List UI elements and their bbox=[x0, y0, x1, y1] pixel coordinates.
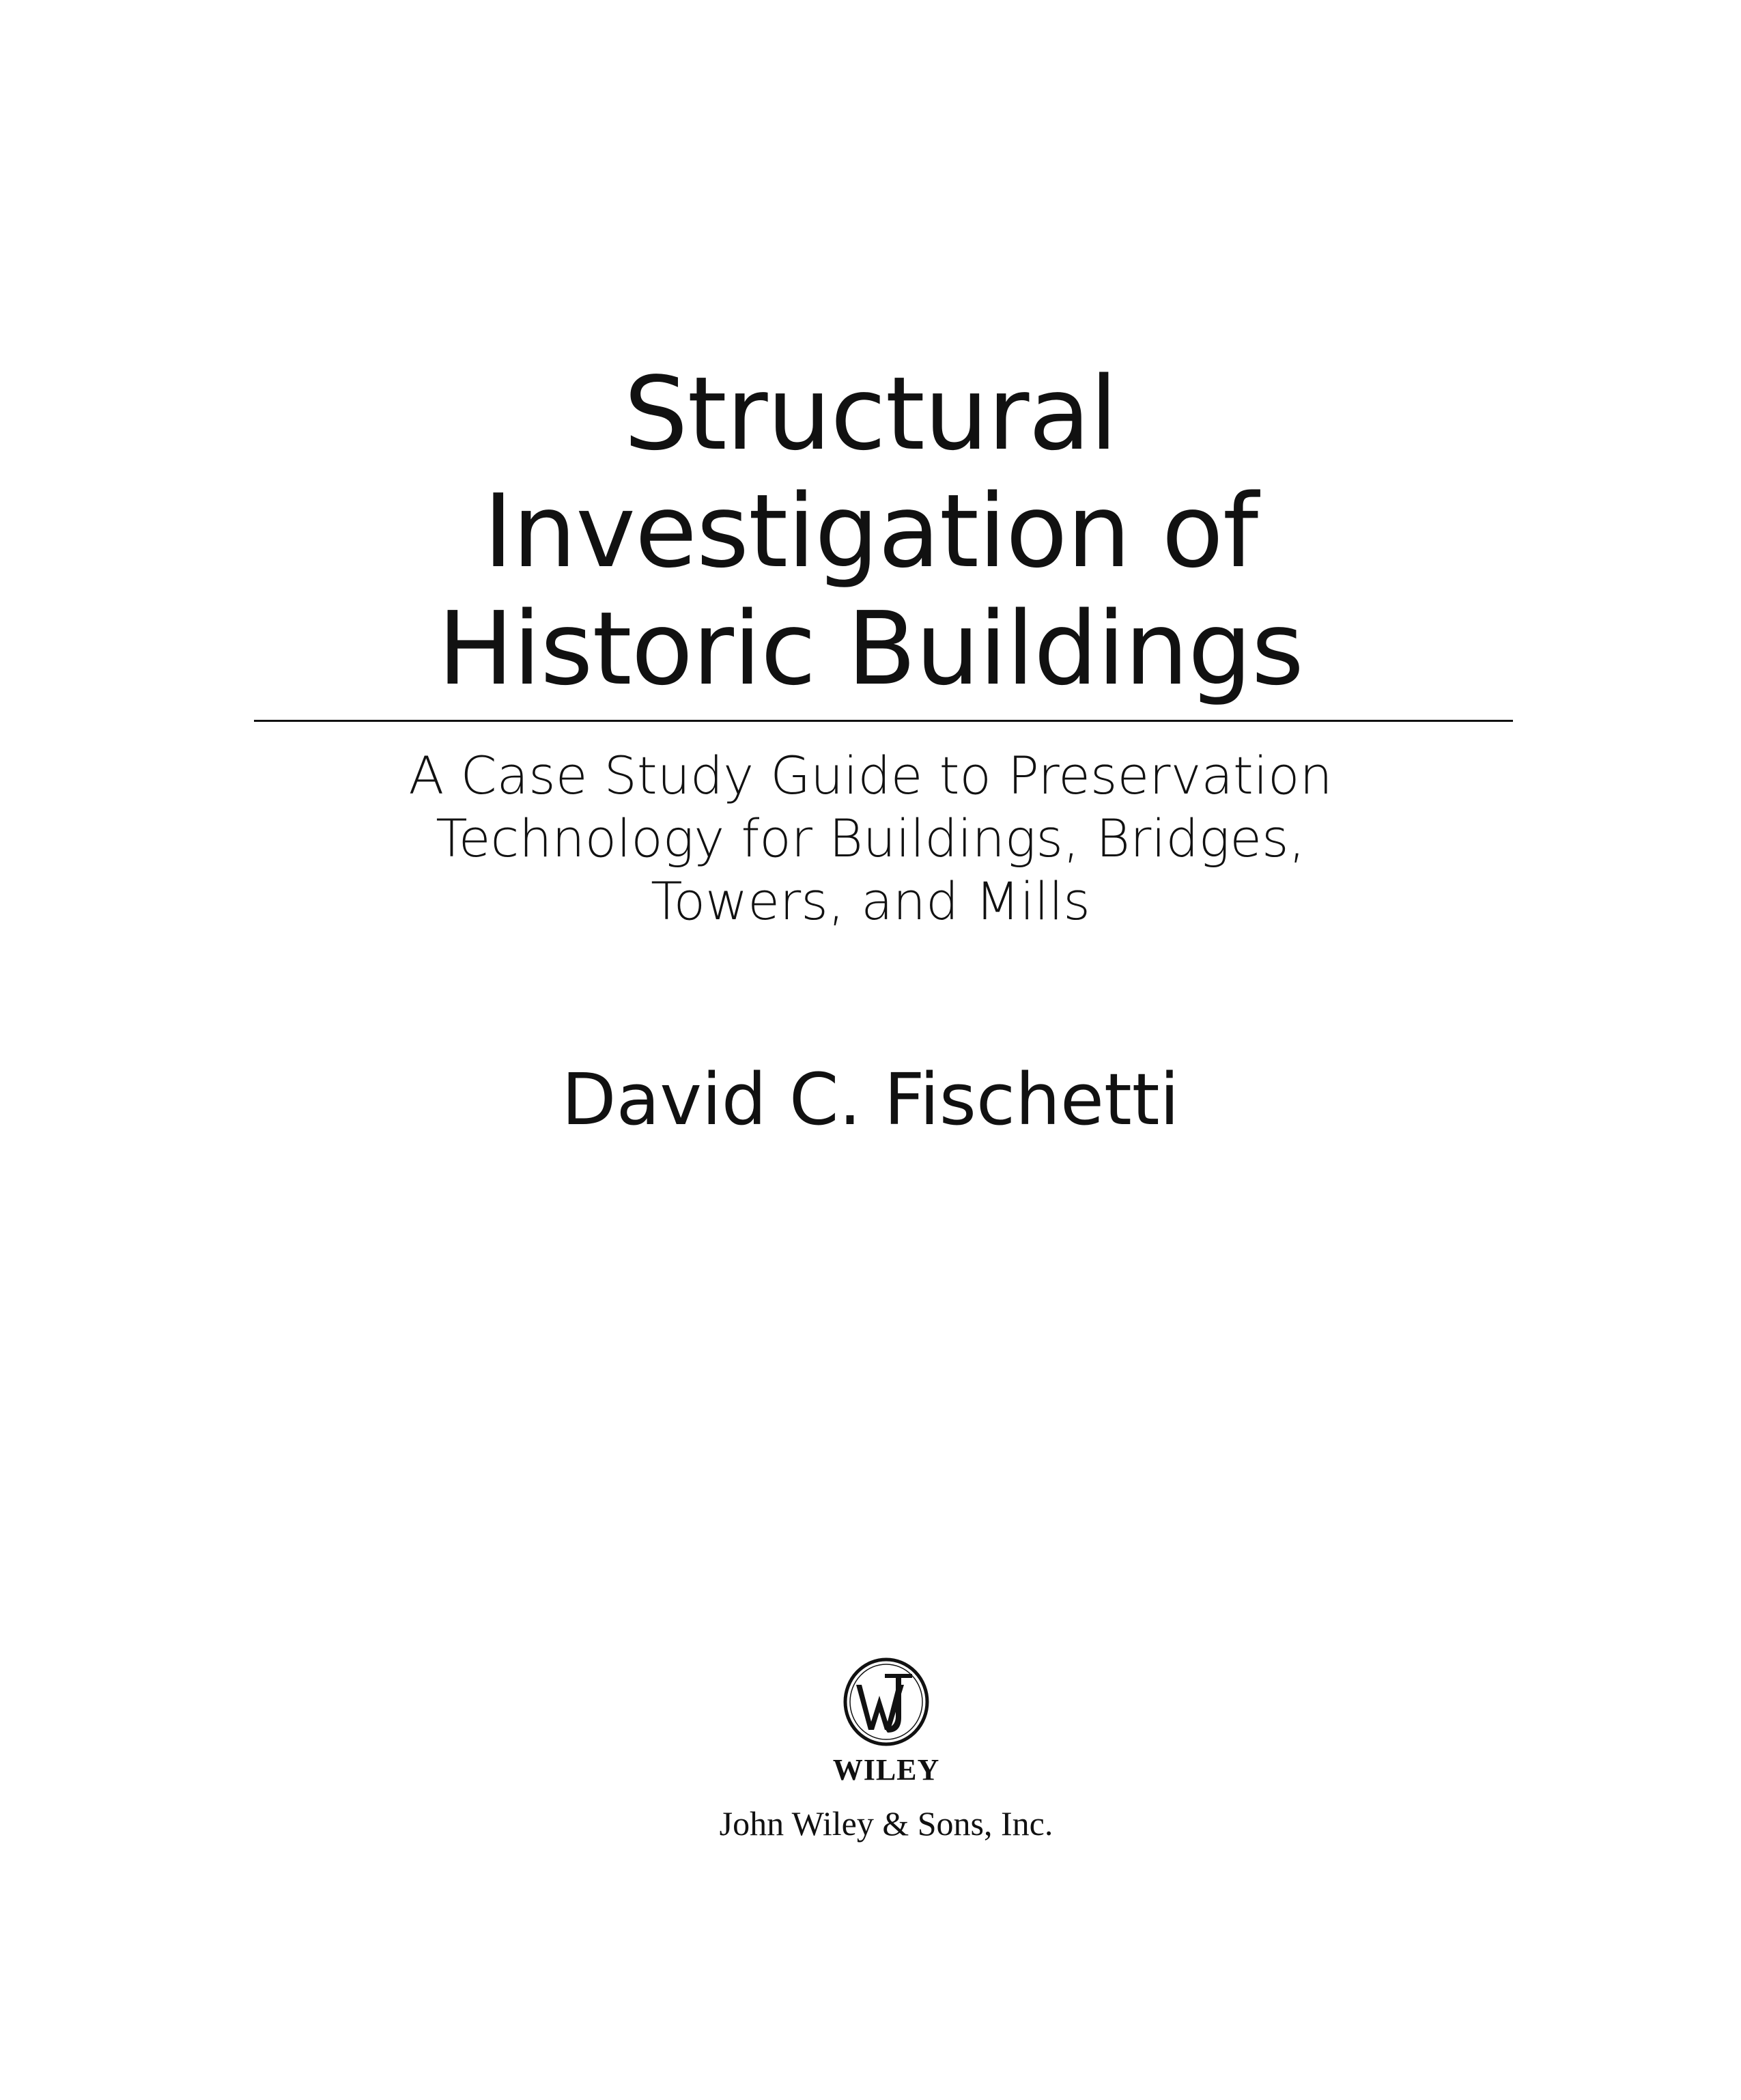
subtitle-line-2: Technology for Buildings, Bridges, bbox=[436, 808, 1305, 869]
subtitle-line-3: Towers, and Mills bbox=[651, 871, 1090, 932]
title-line-3: Historic Buildings bbox=[438, 590, 1303, 708]
author-name: David C. Fischetti bbox=[561, 1058, 1180, 1141]
book-title bbox=[0, 355, 1741, 708]
book-subtitle bbox=[0, 744, 1741, 933]
subtitle-line-1: A Case Study Guide to Preservation bbox=[408, 745, 1333, 806]
wiley-logo-icon bbox=[841, 1656, 931, 1748]
title-line-2: Investigation of bbox=[483, 473, 1258, 590]
title-line-1: Structural bbox=[623, 355, 1118, 473]
logo-wordmark: WILEY bbox=[832, 1753, 940, 1787]
title-divider bbox=[254, 720, 1513, 722]
publisher-name: John Wiley & Sons, Inc. bbox=[719, 1804, 1053, 1843]
